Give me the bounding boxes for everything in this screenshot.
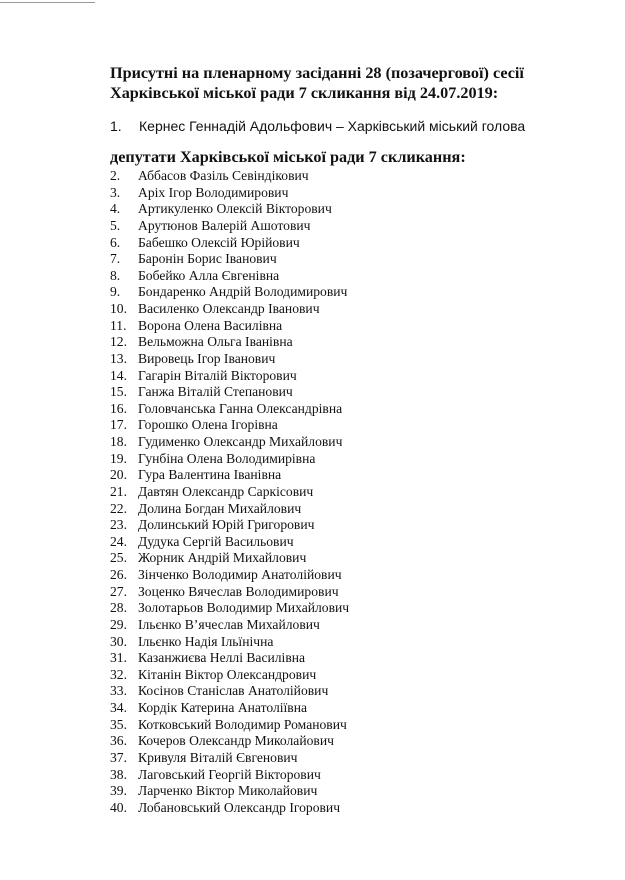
list-item-number: 34.	[110, 700, 127, 715]
list-item-number: 2.	[110, 168, 121, 183]
list-item-number: 37.	[110, 749, 127, 765]
deputy-name: Кочеров Олександр Миколайович	[138, 733, 334, 749]
list-item-number: 17.	[110, 417, 127, 433]
list-item-number: 7.	[110, 251, 121, 267]
deputy-name: Жорник Андрій Михайлович	[138, 550, 307, 566]
list-item	[110, 368, 349, 385]
list-item-number: 6.	[110, 234, 121, 250]
deputy-name: Артикуленко Олексій Вікторович	[138, 201, 332, 217]
list-item	[110, 268, 349, 285]
deputy-name: Ворона Олена Василівна	[138, 317, 283, 333]
list-item	[110, 634, 349, 651]
list-item	[110, 567, 349, 584]
deputy-name: Аріх Ігор Володимирович	[138, 184, 289, 200]
deputy-name: Василенко Олександр Іванович	[138, 301, 320, 316]
list-item	[110, 783, 349, 800]
deputy-name: Зінченко Володимир Анатолійович	[138, 567, 342, 582]
deputy-name: Лобановський Олександр Ігорович	[138, 799, 341, 815]
deputy-name: Гунбіна Олена Володимирівна	[138, 450, 316, 466]
deputy-name: Кривуля Віталій Євгенович	[138, 749, 298, 765]
list-item-number: 33.	[110, 683, 127, 699]
list-item-number: 8.	[110, 267, 121, 283]
deputies-list	[110, 168, 349, 816]
deputy-name: Долинський Юрій Григорович	[138, 517, 315, 533]
list-item-number: 36.	[110, 733, 127, 749]
list-item	[110, 617, 349, 634]
list-item-number: 27.	[110, 583, 127, 599]
list-item-number: 26.	[110, 567, 127, 582]
list-item-number: 21.	[110, 483, 127, 499]
list-item-number: 11.	[110, 317, 127, 333]
list-item	[110, 334, 349, 351]
list-item	[110, 401, 349, 418]
list-item	[110, 800, 349, 817]
list-item	[110, 534, 349, 551]
deputy-name: Бабешко Олексій Юрійович	[138, 234, 300, 250]
list-item-number: 25.	[110, 550, 127, 566]
deputy-name: Зоценко Вячеслав Володимирович	[138, 583, 339, 599]
document-title	[110, 63, 580, 103]
list-item-number: 35.	[110, 716, 127, 732]
list-item-number: 9.	[110, 284, 121, 300]
list-item	[110, 351, 349, 368]
mayor-entry	[110, 117, 590, 135]
list-item-number: 28.	[110, 600, 127, 616]
mayor-number: 1.	[110, 118, 122, 134]
deputy-name: Ларченко Віктор Миколайович	[138, 783, 318, 799]
deputy-name: Котковський Володимир Романович	[138, 716, 347, 732]
list-item	[110, 484, 349, 501]
list-item-number: 40.	[110, 799, 127, 815]
deputy-name: Долина Богдан Михайлович	[138, 500, 302, 516]
list-item	[110, 700, 349, 717]
deputy-name: Вельможна Ольга Іванівна	[138, 334, 293, 350]
list-item-number: 23.	[110, 517, 127, 533]
list-item-number: 10.	[110, 301, 127, 316]
list-item	[110, 584, 349, 601]
deputy-name: Гура Валентина Іванівна	[138, 467, 282, 483]
deputy-name: Дудука Сергій Васильович	[138, 533, 294, 549]
deputy-name: Гудименко Олександр Михайлович	[138, 434, 343, 449]
deputy-name: Золотарьов Володимир Михайлович	[138, 600, 350, 616]
list-item-number: 4.	[110, 201, 121, 217]
list-item-number: 14.	[110, 367, 127, 383]
list-item	[110, 717, 349, 734]
list-item	[110, 251, 349, 268]
deputies-heading: депутати Харківської міської ради 7 скликання:	[110, 148, 466, 166]
list-item	[110, 201, 349, 218]
list-item	[110, 733, 349, 750]
list-item-number: 13.	[110, 350, 127, 366]
list-item	[110, 517, 349, 534]
list-item-number: 3.	[110, 184, 121, 200]
list-item	[110, 168, 349, 185]
list-item	[110, 650, 349, 667]
title-line-1: Присутні на пленарному засіданні 28 (позачергової) сесії	[110, 64, 524, 82]
deputy-name: Вировець Ігор Іванович	[138, 350, 276, 366]
list-item	[110, 467, 349, 484]
list-item	[110, 384, 349, 401]
list-item-number: 20.	[110, 467, 127, 483]
scan-edge-line	[0, 2, 95, 3]
deputy-name: Казанжиєва Неллі Василівна	[138, 650, 306, 666]
list-item	[110, 667, 349, 684]
deputy-name: Кордік Катерина Анатоліївна	[138, 700, 308, 715]
deputy-name: Ільєнко Надія Ільїнічна	[138, 633, 274, 649]
list-item	[110, 235, 349, 252]
list-item	[110, 434, 349, 451]
deputy-name: Ганжа Віталій Степанович	[138, 384, 293, 400]
deputy-name: Ільєнко В’ячеслав Михайлович	[138, 616, 320, 632]
list-item	[110, 683, 349, 700]
deputy-name: Гагарін Віталій Вікторович	[138, 367, 297, 383]
list-item-number: 30.	[110, 633, 127, 649]
list-item-number: 39.	[110, 783, 127, 799]
deputy-name: Бобейко Алла Євгенівна	[138, 267, 280, 283]
list-item-number: 5.	[110, 217, 121, 233]
list-item	[110, 550, 349, 567]
list-item-number: 32.	[110, 666, 127, 682]
deputy-name: Арутюнов Валерій Ашотович	[138, 217, 311, 233]
list-item	[110, 451, 349, 468]
list-item-number: 38.	[110, 766, 127, 782]
deputy-name: Баронін Борис Іванович	[138, 251, 277, 267]
mayor-text: Кернес Геннадій Адольфович – Харківський міський голова	[139, 118, 526, 134]
list-item	[110, 185, 349, 202]
list-item	[110, 600, 349, 617]
list-item	[110, 417, 349, 434]
deputy-name: Головчанська Ганна Олександрівна	[138, 400, 343, 416]
list-item-number: 15.	[110, 384, 127, 400]
list-item	[110, 301, 349, 318]
list-item-number: 12.	[110, 334, 127, 350]
list-item	[110, 218, 349, 235]
deputy-name: Давтян Олександр Саркісович	[138, 483, 314, 499]
list-item-number: 22.	[110, 500, 127, 516]
deputy-name: Лаговський Георгій Вікторович	[138, 766, 321, 782]
list-item-number: 29.	[110, 616, 127, 632]
title-line-2: Харківської міської ради 7 скликання від 24.07.2019:	[110, 84, 499, 102]
deputy-name: Горошко Олена Ігорівна	[138, 417, 278, 433]
list-item-number: 18.	[110, 434, 127, 449]
list-item	[110, 284, 349, 301]
list-item	[110, 750, 349, 767]
deputy-name: Аббасов Фазіль Севіндікович	[138, 168, 309, 183]
list-item-number: 31.	[110, 650, 127, 666]
deputy-name: Косінов Станіслав Анатолійович	[138, 683, 329, 699]
list-item	[110, 501, 349, 518]
deputy-name: Кітанін Віктор Олександрович	[138, 666, 317, 682]
list-item	[110, 767, 349, 784]
deputy-name: Бондаренко Андрій Володимирович	[138, 284, 348, 300]
list-item	[110, 318, 349, 335]
list-item-number: 16.	[110, 400, 127, 416]
list-item-number: 19.	[110, 450, 127, 466]
list-item-number: 24.	[110, 533, 127, 549]
